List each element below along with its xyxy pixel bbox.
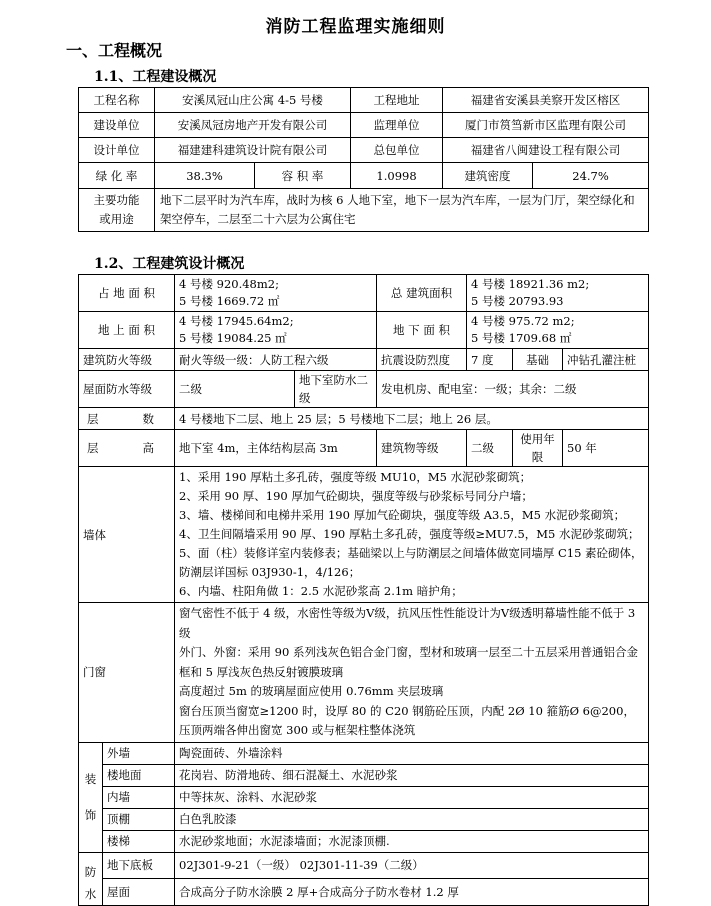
main-function-value: 地下二层平时为汽车库，战时为核 6 人地下室，地下一层为汽车库，一层为门厅，架空绿化和架空停车，二层至二十六层为公寓住宅 <box>155 189 649 232</box>
list-item: 4、卫生间隔墙采用 90 厚、190 厚粘土多孔砖，强度等级≥MU7.5，M5 水泥砂浆砌筑； <box>179 527 640 541</box>
project-address-label: 工程地址 <box>351 88 443 113</box>
table-row <box>79 189 649 232</box>
designer-value: 福建建科建筑设计院有限公司 <box>155 138 351 163</box>
waterproof-item-label: 屋面 <box>103 879 175 906</box>
table-row <box>79 852 649 879</box>
list-item: 5、面（柱）装修详室内装修表；基础梁以上与防潮层之间墙体做宽同墙厚 C15 素砼砌体，防潮层详国标 03J930-1，4/126； <box>179 546 643 579</box>
underground-area-value: 4 号楼 975.72 m2; 5 号楼 1709.68 ㎡ <box>467 312 649 349</box>
table-row <box>79 879 649 906</box>
above-ground-area-value: 4 号楼 17945.64m2; 5 号楼 19084.25 ㎡ <box>175 312 377 349</box>
foundation-value: 冲钻孔灌注桩 <box>563 349 649 371</box>
seismic-value: 7 度 <box>467 349 513 371</box>
list-item: 窗台压顶当窗宽≥1200 时，设厚 80 的 C20 钢筋砼压顶，内配 2Ø 10 箍筋Ø 6@200，压顶两端各伸出窗宽 300 或与框架柱整体浇筑 <box>179 703 635 737</box>
waterproof-label: 防 水 <box>79 852 103 905</box>
decor-item-label: 外墙 <box>103 742 175 764</box>
table-row <box>79 830 649 852</box>
roof-waterproof-label: 屋面防水等级 <box>79 371 175 408</box>
building-grade-label: 建筑物等级 <box>377 430 467 467</box>
fire-rating-value: 耐火等级一级：人防工程六级 <box>175 349 377 371</box>
list-item: 高度超过 5m 的玻璃屋面应使用 0.76mm 夹层玻璃 <box>179 684 444 698</box>
list-item: 窗气密性不低于 4 级，水密性等级为Ⅴ级，抗风压性性能设计为Ⅴ级透明幕墙性能不低于 3 级 <box>179 606 636 640</box>
green-rate-value: 38.3% <box>155 163 255 189</box>
decor-item-value: 陶瓷面砖、外墙涂料 <box>175 742 649 764</box>
table-row <box>79 742 649 764</box>
above-ground-area-label: 地 上 面 积 <box>79 312 175 349</box>
table-row <box>79 467 649 603</box>
project-address-value: 福建省安溪县美察开发区榕区 <box>443 88 649 113</box>
wall-spec <box>175 467 649 603</box>
waterproof-item-label: 地下底板 <box>103 852 175 879</box>
table-row <box>79 349 649 371</box>
total-area-label: 总 建筑面积 <box>377 275 467 312</box>
floor-height-label: 层 高 <box>79 430 175 467</box>
list-item: 1、采用 190 厚粘土多孔砖，强度等级 MU10，M5 水泥砂浆砌筑； <box>179 470 532 484</box>
table-row <box>79 430 649 467</box>
decor-item-label: 楼地面 <box>103 764 175 786</box>
wall-label: 墙体 <box>79 467 175 603</box>
table-row <box>79 786 649 808</box>
green-rate-label: 绿 化 率 <box>79 163 155 189</box>
table-row <box>79 312 649 349</box>
decor-item-value: 水泥砂浆地面；水泥漆墙面；水泥漆顶棚. <box>175 830 649 852</box>
total-area-value: 4 号楼 18921.36 m2; 5 号楼 20793.93 <box>467 275 649 312</box>
supervisor-value: 厦门市筼筜新市区监理有限公司 <box>443 113 649 138</box>
subsection-heading-design: 1.2、工程建筑设计概况 <box>94 256 245 272</box>
table-row <box>79 275 649 312</box>
generator-room-waterproof: 发电机房、配电室：一级；其余：二级 <box>377 371 649 408</box>
list-item: 外门、外窗：采用 90 系列浅灰色铝合金门窗，型材和玻璃一层至二十五层采用普通铝合金框和 5 厚浅灰色热反射镀膜玻璃 <box>179 645 638 679</box>
floor-height-value: 地下室 4m，主体结构层高 3m <box>175 430 377 467</box>
decor-item-label: 顶棚 <box>103 808 175 830</box>
decor-item-value: 花岗岩、防滑地砖、细石混凝土、水泥砂浆 <box>175 764 649 786</box>
waterproof-item-value: 合成高分子防水涂膜 2 厚+合成高分子防水卷材 1.2 厚 <box>175 879 649 906</box>
project-name-value: 安溪凤冠山庄公寓 4-5 号楼 <box>155 88 351 113</box>
document-title: 消防工程监理实施细则 <box>265 17 446 37</box>
door-window-spec <box>175 603 649 743</box>
table-row <box>79 371 649 408</box>
service-life-value: 50 年 <box>563 430 649 467</box>
list-item: 6、内墙、柱阳角做 1：2.5 水泥砂浆高 2.1m 暗护角； <box>179 584 463 598</box>
decor-item-value: 白色乳胶漆 <box>175 808 649 830</box>
basement-waterproof-label: 地下室防水二级 <box>295 371 377 408</box>
design-overview-table <box>78 274 649 906</box>
plot-ratio-label: 容 积 率 <box>255 163 351 189</box>
land-area-label: 占 地 面 积 <box>79 275 175 312</box>
table-row <box>79 138 649 163</box>
table-row <box>79 764 649 786</box>
fire-rating-label: 建筑防火等级 <box>79 349 175 371</box>
decor-item-label: 楼梯 <box>103 830 175 852</box>
waterproof-item-value: 02J301-9-21（一级） 02J301-11-39（二级） <box>175 852 649 879</box>
main-function-label: 主要功能 或用途 <box>79 189 155 232</box>
floors-label: 层 数 <box>79 408 175 430</box>
service-life-label: 使用年限 <box>513 430 563 467</box>
roof-waterproof-value: 二级 <box>175 371 295 408</box>
table-row <box>79 808 649 830</box>
decor-item-value: 中等抹灰、涂料、水泥砂浆 <box>175 786 649 808</box>
contractor-label: 总包单位 <box>351 138 443 163</box>
table-row <box>79 113 649 138</box>
building-grade-value: 二级 <box>467 430 513 467</box>
table-row <box>79 408 649 430</box>
project-name-label: 工程名称 <box>79 88 155 113</box>
land-area-value: 4 号楼 920.48m2; 5 号楼 1669.72 ㎡ <box>175 275 377 312</box>
floors-value: 4 号楼地下二层、地上 25 层；5 号楼地下二层；地上 26 层。 <box>175 408 649 430</box>
section-heading-overview: 一、工程概况 <box>66 41 163 60</box>
owner-label: 建设单位 <box>79 113 155 138</box>
contractor-value: 福建省八闽建设工程有限公司 <box>443 138 649 163</box>
seismic-label: 抗震设防烈度 <box>377 349 467 371</box>
table-row <box>79 163 649 189</box>
building-density-label: 建筑密度 <box>443 163 533 188</box>
owner-value: 安溪凤冠房地产开发有限公司 <box>155 113 351 138</box>
list-item: 3、墙、楼梯间和电梯井采用 190 厚加气砼砌块，强度等级 A3.5，M5 水泥砂浆砌筑； <box>179 508 626 522</box>
subsection-heading-construction: 1.1、工程建设概况 <box>94 69 217 85</box>
foundation-label: 基础 <box>513 349 563 371</box>
decoration-label: 装 饰 <box>79 742 103 852</box>
supervisor-label: 监理单位 <box>351 113 443 138</box>
construction-overview-table <box>78 87 649 232</box>
table-row <box>79 603 649 743</box>
decor-item-label: 内墙 <box>103 786 175 808</box>
plot-ratio-value: 1.0998 <box>351 163 443 189</box>
designer-label: 设计单位 <box>79 138 155 163</box>
underground-area-label: 地 下 面 积 <box>377 312 467 349</box>
list-item: 2、采用 90 厚、190 厚加气砼砌块，强度等级与砂浆标号同分户墙； <box>179 489 533 503</box>
door-window-label: 门窗 <box>79 603 175 743</box>
table-row <box>79 88 649 113</box>
building-density-value: 24.7% <box>572 168 609 183</box>
